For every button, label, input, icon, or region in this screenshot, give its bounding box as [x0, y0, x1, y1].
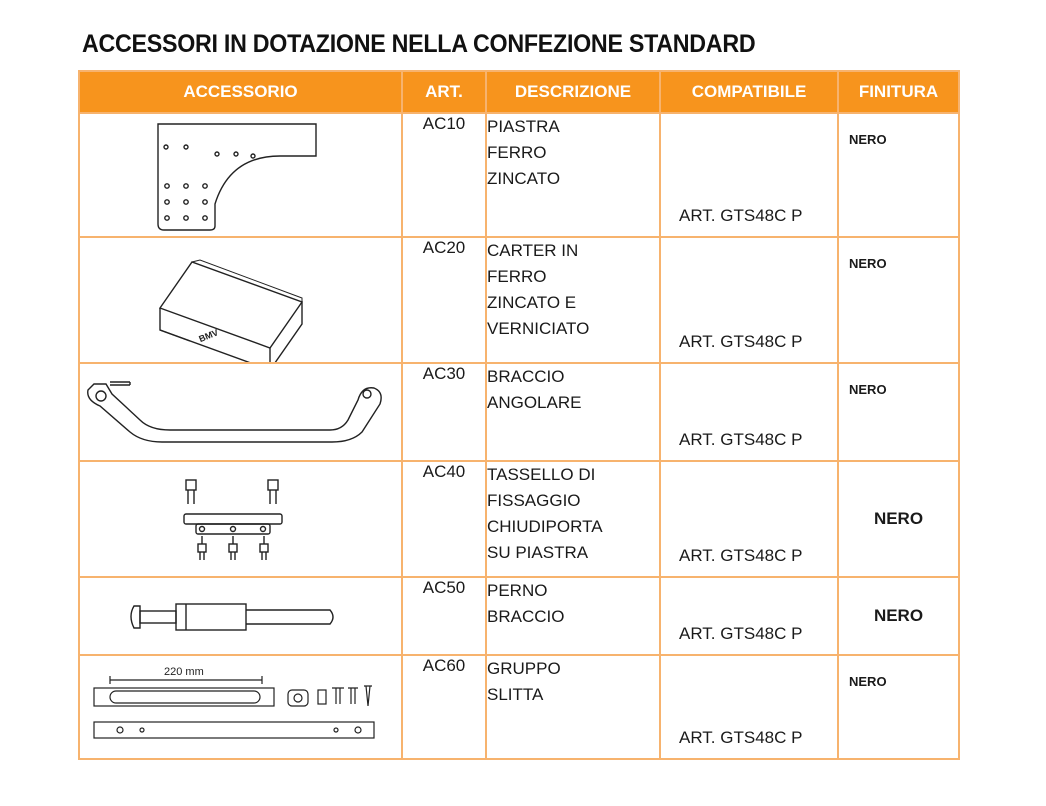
mounting-plate-drawing	[80, 114, 401, 236]
accessory-image-cell	[79, 113, 402, 237]
compatibility-cell	[660, 655, 838, 759]
art-code: AC10	[402, 113, 486, 237]
description	[486, 113, 660, 237]
table-row	[79, 461, 959, 577]
accessories-table	[78, 70, 960, 760]
finish-cell	[838, 237, 959, 363]
accessory-image-cell	[79, 577, 402, 655]
finish-value: NERO	[849, 132, 887, 147]
fixing-block-drawing	[80, 462, 401, 576]
description-line: GRUPPO	[487, 659, 561, 678]
slide-group-drawing	[80, 656, 401, 758]
art-code: AC40	[402, 461, 486, 577]
svg-text:BMV: BMV	[197, 327, 220, 345]
finish-cell	[838, 655, 959, 759]
description-line: ANGOLARE	[487, 393, 582, 412]
header-compatibile: COMPATIBILE	[660, 71, 838, 113]
page-title: ACCESSORI IN DOTAZIONE NELLA CONFEZIONE STANDARD	[82, 30, 756, 58]
art-code: AC30	[402, 363, 486, 461]
compatible-article: ART. GTS48C P	[679, 546, 803, 565]
finish-value: NERO	[849, 382, 887, 397]
table-row	[79, 577, 959, 655]
angular-arm-drawing	[80, 364, 401, 460]
art-code: AC50	[402, 577, 486, 655]
art-code: AC20	[402, 237, 486, 363]
description-line: PIASTRA	[487, 117, 560, 136]
finish-value: NERO	[873, 606, 924, 625]
description	[486, 237, 660, 363]
finish-cell	[838, 577, 959, 655]
description-line: BRACCIO	[487, 607, 565, 626]
art-code: AC60	[402, 655, 486, 759]
arm-pin-drawing	[80, 578, 401, 654]
description-line: PERNO	[487, 581, 548, 600]
compatibility-cell	[660, 363, 838, 461]
description-line: SU PIASTRA	[487, 543, 589, 562]
description-line: SLITTA	[487, 685, 544, 704]
description	[486, 363, 660, 461]
description-line: FERRO	[487, 143, 547, 162]
description-line: BRACCIO	[487, 367, 565, 386]
description-line: ZINCATO E	[487, 293, 577, 312]
description-line: FERRO	[487, 267, 547, 286]
table-header-row	[79, 71, 959, 113]
finish-value: NERO	[873, 509, 924, 528]
table-row	[79, 655, 959, 759]
finish-cell	[838, 461, 959, 577]
description	[486, 577, 660, 655]
accessory-image-cell	[79, 237, 402, 363]
compatibility-cell	[660, 461, 838, 577]
accessory-image-cell	[79, 461, 402, 577]
accessory-image-cell	[79, 655, 402, 759]
description-line: FISSAGGIO	[487, 491, 581, 510]
finish-value: NERO	[849, 674, 887, 689]
compatible-article: ART. GTS48C P	[679, 430, 803, 449]
finish-cell	[838, 363, 959, 461]
description-line: TASSELLO DI	[487, 465, 596, 484]
description	[486, 461, 660, 577]
cover-box-drawing	[80, 238, 401, 362]
compatibility-cell	[660, 113, 838, 237]
compatibility-cell	[660, 237, 838, 363]
description	[486, 655, 660, 759]
description-line: CHIUDIPORTA	[487, 517, 603, 536]
compatible-article: ART. GTS48C P	[679, 332, 803, 351]
description-line: CARTER IN	[487, 241, 579, 260]
compatible-article: ART. GTS48C P	[679, 728, 803, 747]
dimension-label: 220 mm	[164, 666, 204, 678]
finish-value: NERO	[849, 256, 887, 271]
accessory-image-cell	[79, 363, 402, 461]
table-row	[79, 113, 959, 237]
compatible-article: ART. GTS48C P	[679, 624, 803, 643]
finish-cell	[838, 113, 959, 237]
header-art: ART.	[402, 71, 486, 113]
table-row	[79, 237, 959, 363]
header-finitura: FINITURA	[838, 71, 959, 113]
compatibility-cell	[660, 577, 838, 655]
description-line: VERNICIATO	[487, 319, 590, 338]
compatible-article: ART. GTS48C P	[679, 206, 803, 225]
header-descrizione: DESCRIZIONE	[486, 71, 660, 113]
description-line: ZINCATO	[487, 169, 561, 188]
header-accessorio: ACCESSORIO	[79, 71, 402, 113]
table-row	[79, 363, 959, 461]
